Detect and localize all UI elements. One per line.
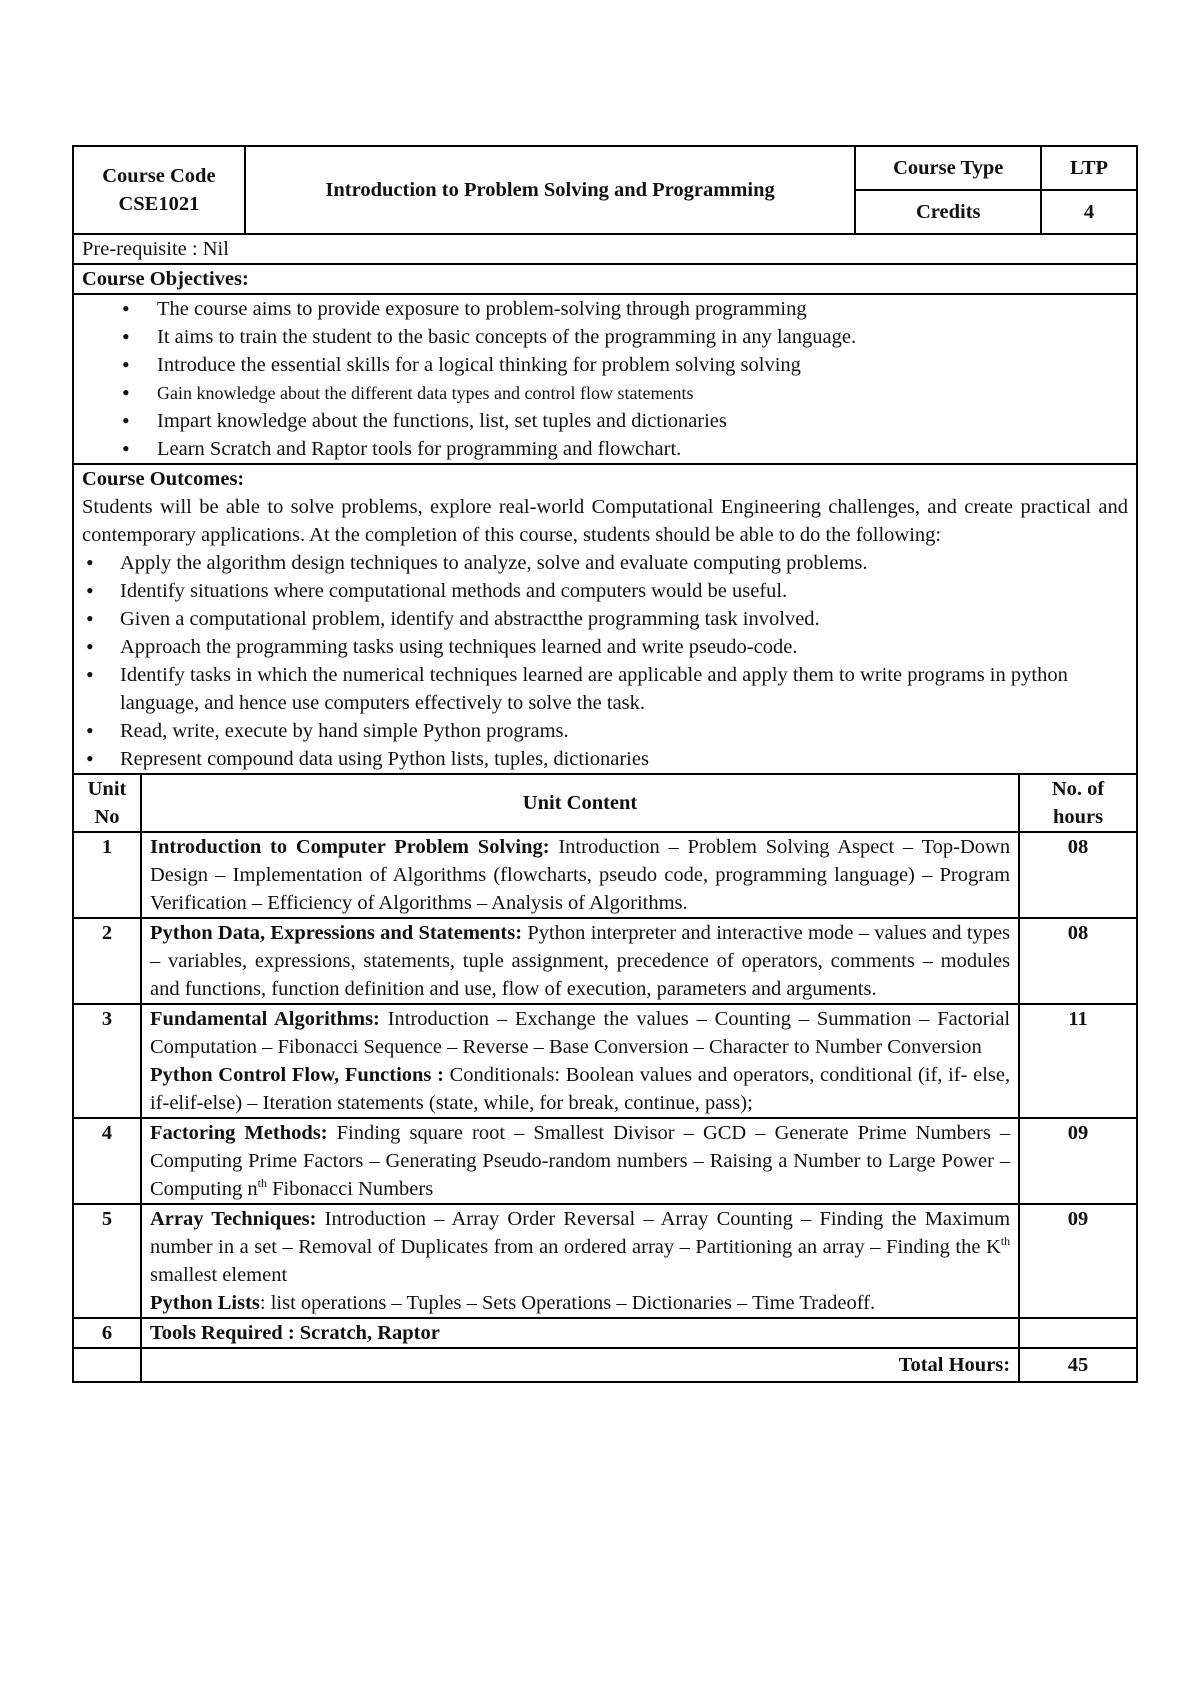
unit-subtext: Conditionals: Boolean values and operators, conditional (if, if- else, if-elif-else) – Iteration statements (state, while, for break, continue, pass); [149,1064,1011,1114]
list-item: • Identify situations where computational methods and computers would be useful. [82,577,1128,605]
unit-content [141,832,1019,918]
unit-hours: 09 [1019,1204,1137,1318]
unit-no: 5 [73,1204,141,1318]
hours-header-line2: hours [1052,806,1104,828]
unit-text: Introduction – Array Order Reversal – Array Counting – Finding the Maximum number in a set – Removal of Duplicates from an ordered array – Partitioning an array – Finding the K [149,1208,1011,1258]
unit-title: Fundamental Algorithms: [149,1008,380,1030]
list-item: • It aims to train the student to the basic concepts of the programming in any language. [82,323,1128,351]
outcomes-intro: Students will be able to solve problems, explore real-world Computational Engineering challenges, and create practical and contemporary applications. At the completion of this course, students should be able to do the following: [82,496,1128,546]
unit-hours: 11 [1019,1004,1137,1118]
unit-no-header [73,774,141,832]
course-header-table [72,145,1138,775]
total-empty-cell [73,1348,141,1382]
unit-no: 6 [73,1318,141,1348]
objectives-heading: Course Objectives: [73,264,1137,294]
list-item: • Represent compound data using Python lists, tuples, dictionaries [82,745,1128,773]
unit-subtext: : list operations – Tuples – Sets Operations – Dictionaries – Time Tradeoff. [259,1292,876,1314]
unit-text: Python interpreter and interactive mode – values and types – variables, expressions, statements, tuple assignment, precedence of operators, comments – modules and functions, function definition and use, flow of execution, parameters and arguments. [149,922,1011,1000]
unit-content [141,1118,1019,1204]
course-type-value: LTP [1041,146,1137,190]
total-row [73,1348,1137,1382]
unit-hours [1019,1318,1137,1348]
unit-title: Introduction to Computer Problem Solving: [149,836,550,858]
unit-no: 2 [73,918,141,1004]
list-item: • Impart knowledge about the functions, list, set tuples and dictionaries [82,407,1128,435]
unit-no-header-line2: No [94,806,120,828]
unit-content-header: Unit Content [141,774,1019,832]
unit-subtitle: Python Lists [149,1292,260,1314]
unit-text: Introduction – Exchange the values – Counting – Summation – Factorial Computation – Fibonacci Sequence – Reverse – Base Conversion – Character to Number Conversion [149,1008,1011,1058]
list-item: • Approach the programming tasks using techniques learned and write pseudo-code. [82,633,1128,661]
unit-content [141,1004,1019,1118]
course-code-label: Course Code [102,165,216,187]
syllabus-page [72,145,1138,1383]
unit-no-header-line1: Unit [87,778,127,800]
superscript: th [257,1176,267,1191]
objectives-cell [73,294,1137,464]
unit-text: Introduction – Problem Solving Aspect – Top-Down Design – Implementation of Algorithms (flowcharts, pseudo code, programming language) – Program Verification – Efficiency of Algorithms – Analysis of Algorithms. [149,836,1011,914]
list-item: • Gain knowledge about the different data types and control flow statements [82,379,1128,407]
course-title: Introduction to Problem Solving and Programming [245,146,856,234]
total-label: Total Hours: [141,1348,1019,1382]
hours-header [1019,774,1137,832]
outcomes-cell [73,464,1137,774]
credits-value: 4 [1041,190,1137,234]
unit-hours: 08 [1019,832,1137,918]
credits-label: Credits [855,190,1041,234]
unit-content [141,1204,1019,1318]
list-item: • Given a computational problem, identify and abstractthe programming task involved. [82,605,1128,633]
list-item: • Identify tasks in which the numerical techniques learned are applicable and apply them to write programs in python language, and hence use computers effectively to solve the task. [82,661,1128,717]
unit-no: 4 [73,1118,141,1204]
table-row [73,832,1137,918]
course-type-label: Course Type [855,146,1041,190]
list-item: • Introduce the essential skills for a logical thinking for problem solving solving [82,351,1128,379]
total-value: 45 [1019,1348,1137,1382]
list-item: • Apply the algorithm design techniques to analyze, solve and evaluate computing problems. [82,549,1128,577]
unit-text-end: smallest element [149,1264,288,1286]
unit-no: 3 [73,1004,141,1118]
table-row [73,1004,1137,1118]
table-row [73,1204,1137,1318]
unit-text: Finding square root – Smallest Divisor – GCD – Generate Prime Numbers – Computing Prime Factors – Generating Pseudo-random numbers – Raising a Number to Large Power – Computing n [149,1122,1011,1200]
outcomes-heading: Course Outcomes: [82,468,245,490]
table-row [73,1118,1137,1204]
unit-title: Python Data, Expressions and Statements: [149,922,523,944]
list-item: • The course aims to provide exposure to problem-solving through programming [82,295,1128,323]
table-row [73,1318,1137,1348]
objectives-list [82,295,1128,463]
list-item: • Learn Scratch and Raptor tools for programming and flowchart. [82,435,1128,463]
unit-subtitle: Python Control Flow, Functions : [149,1064,444,1086]
unit-title: Array Techniques: [149,1208,317,1230]
prerequisite: Pre-requisite : Nil [73,234,1137,264]
table-row [73,918,1137,1004]
list-item: • Read, write, execute by hand simple Python programs. [82,717,1128,745]
unit-no: 1 [73,832,141,918]
superscript: th [1000,1234,1011,1249]
unit-content [141,918,1019,1004]
unit-text-end: Fibonacci Numbers [266,1178,434,1200]
unit-title: Tools Required : Scratch, Raptor [141,1318,1019,1348]
outcomes-list [82,549,1128,773]
hours-header-line1: No. of [1051,778,1105,800]
unit-hours: 08 [1019,918,1137,1004]
course-code: CSE1021 [118,193,200,215]
unit-title: Factoring Methods: [149,1122,328,1144]
course-code-cell [73,146,245,234]
units-table [72,773,1138,1383]
unit-hours: 09 [1019,1118,1137,1204]
